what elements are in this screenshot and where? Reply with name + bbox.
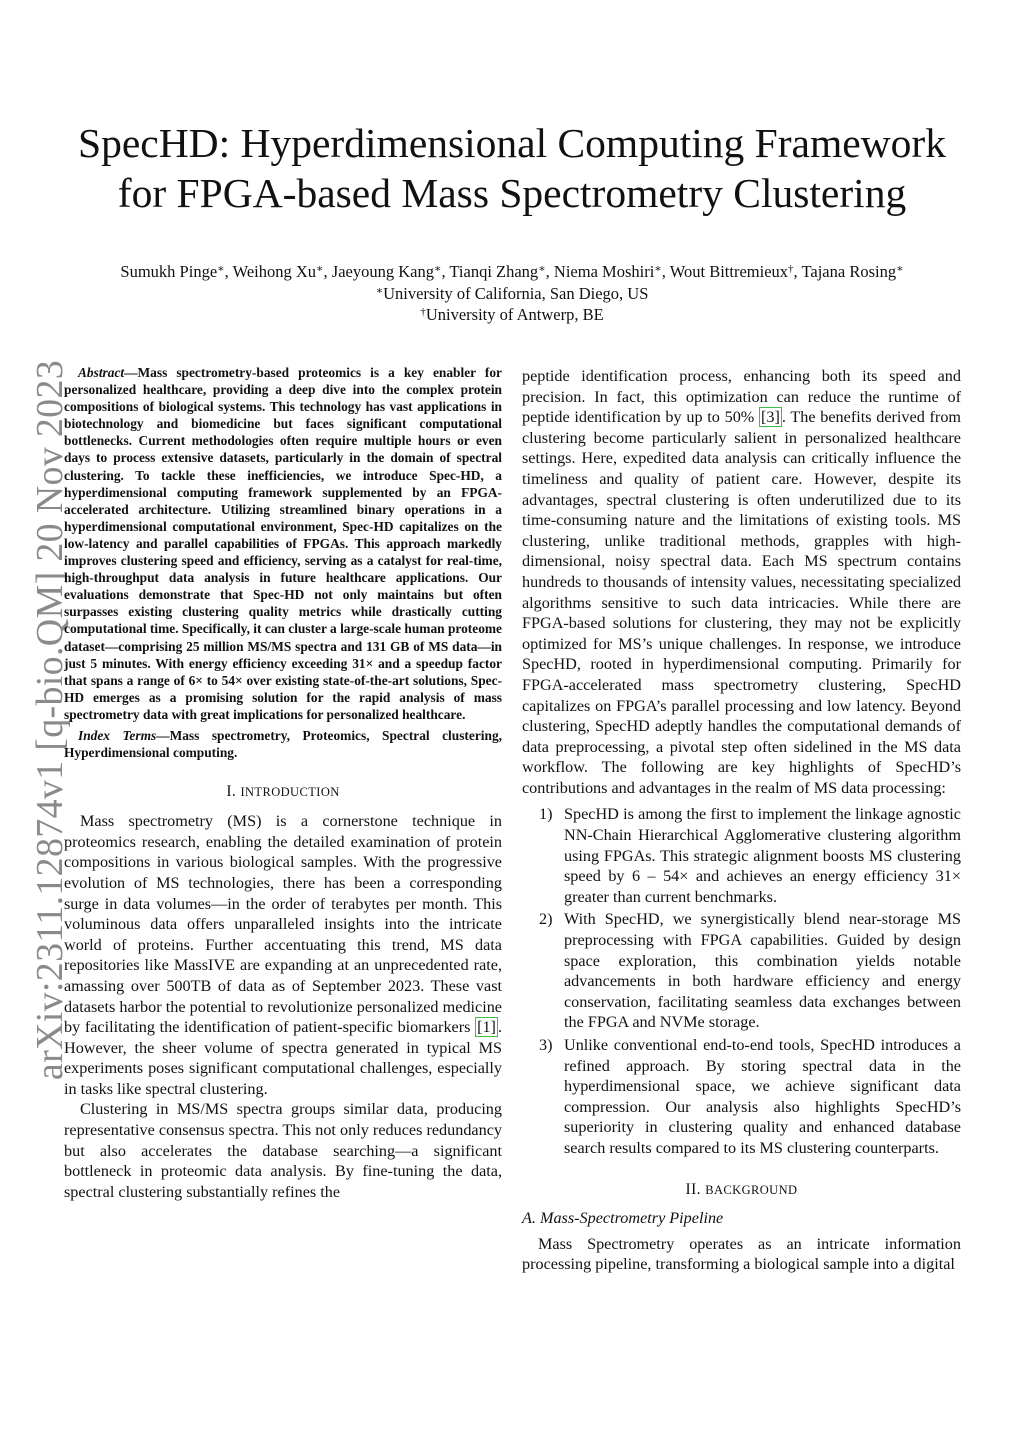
- right-column: [522, 366, 961, 1275]
- citation-link[interactable]: [3]: [761, 408, 780, 427]
- abstract: Abstract—Mass spectrometry-based proteomics is a key enabler for personalized healthcare, providing a deep dive into the complex protein compositions of biological systems. This technology has vast applications in biotechnology and biomedicine but faces significant computational bottlenecks. Current methodologies often require multiple hours or even days to process extensive datasets, particularly in the domain of spectral clustering. To tackle these inefficiencies, we introduce Spec-HD, a hyperdimensional computing framework supplemented by an FPGA-accelerated architecture. Utilizing streamlined binary operations in a hyperdimensional computational environment, Spec-HD capitalizes on the low-latency and parallel capabilities of FPGAs. This approach markedly improves clustering speed and efficiency, serving as a catalyst for real-time, high-throughput data analysis in future healthcare applications. Our evaluations demonstrate that Spec-HD not only maintains but often surpasses existing clustering quality metrics while drastically cutting computational time. Specifically, it can cluster a large-scale human proteome dataset—comprising 25 million MS/MS spectra and 131 GB of MS data—in just 5 minutes. With energy efficiency exceeding 31× and a speedup factor that spans a range of 6× to 54× over existing state-of-the-art solutions, Spec-HD emerges as a promising solution for the rapid analysis of mass spectrometry data with great implications for personalized healthcare.: [64, 365, 502, 722]
- section-heading-background: II. BACKGROUND: [685, 1180, 798, 1198]
- author: Jaeyoung Kang∗,: [331, 262, 450, 281]
- title-line-2: for FPGA-based Mass Spectrometry Clustering: [117, 170, 907, 216]
- author: Weihong Xu∗,: [232, 262, 332, 281]
- paper-title: [40, 118, 984, 218]
- subsection-heading: A. Mass-Spectrometry Pipeline: [522, 1208, 724, 1227]
- index-terms: Index Terms—Mass spectrometry, Proteomics, Spectral clustering, Hyperdimensional computing.: [64, 727, 502, 761]
- contribution-list: [522, 804, 961, 1158]
- author: Sumukh Pinge∗,: [120, 262, 233, 281]
- affiliation-ucsd: ∗University of California, San Diego, US: [375, 284, 649, 303]
- intro-paragraph-1: Mass spectrometry (MS) is a cornerstone technique in proteomics research, enabling the detailed examination of protein compositions in various biological samples. With the progressive evolution of MS technologies, there has been a corresponding surge in data volumes—in the order of terabytes per month. This voluminous data offers unparalleled insights into the intricate world of proteins. Further accentuating this trend, MS data repositories like MassIVE are expanding at an unprecedented rate, amassing over 500TB of data as of September 2023. These vast datasets harbor the potential to revolutionize personalized medicine by facilitating the identification of patient-specific biomarkers [1] . However, the sheer volume of spectra generated in typical MS experiments poses significant computational challenges, especially in tasks like spectral clustering.: [64, 812, 502, 1098]
- author: Niema Moshiri∗,: [553, 262, 670, 281]
- arxiv-identifier: arXiv:2311.12874v1 [q-bio.QM] 20 Nov 2023: [29, 359, 71, 1081]
- intro-paragraph-2: Clustering in MS/MS spectra groups similar data, producing representative consensus spectra. This not only reduces redundancy but also accelerates the database searching—a significant bottleneck in proteomic data analysis. By fine-tuning the data, spectral clustering substantially refines the: [64, 1100, 502, 1201]
- title-line-1: SpecHD: Hyperdimensional Computing Framework: [78, 120, 946, 166]
- section-heading-introduction: I. INTRODUCTION: [226, 783, 340, 801]
- author-list: [40, 261, 984, 282]
- intro-paragraph-3: peptide identification process, enhancing both its speed and precision. In fact, this optimization can reduce the runtime of peptide identification by up to 50% [3] . The benefits derived from clustering become particularly salient in personalized healthcare settings. Here, expedited data analysis can critically influence the timeliness and quality of patient care. However, despite its advantages, spectral clustering is often underutilized due to its time-consuming nature and the limitations of existing tools. MS clustering, unlike traditional methods, grapples with high-dimensional, noisy spectral data. Each MS spectrum contains hundreds to thousands of intensity values, necessitating specialized algorithms sensitive to such data intricacies. While there are FPGA-based solutions for clustering, they may not be explicitly optimized for MS’s unique challenges. In response, we introduce SpecHD, rooted in hyperdimensional computing. Primarily for FPGA-accelerated mass spectrometry clustering, SpecHD capitalizes on FPGA’s parallel processing and low latency. Beyond clustering, SpecHD adeptly handles the computational demands of data preprocessing, a pivotal step often sidelined in the MS data workflow. The following are key highlights of SpecHD’s contributions and advantages in the realm of MS data processing:: [522, 367, 962, 797]
- author: Tianqi Zhang∗,: [449, 262, 554, 281]
- list-item: 2) With SpecHD, we synergistically blend near-storage MS preprocessing with FPGA capabilities. Guided by design space exploration, this combination yields notable advancements in both hardware efficiency and energy conservation, facilitating seamless data exchanges between the FPGA and NVMe storage.: [539, 910, 961, 1032]
- list-item: 3) Unlike conventional end-to-end tools, SpecHD introduces a refined approach. By storing spectral data in the hyperdimensional space, we achieve significant data compression. Our analysis also highlights SpecHD’s superiority in clustering quality and enhanced database search results compared to its MS clustering counterparts.: [539, 1036, 961, 1157]
- author: Tajana Rosing∗: [801, 262, 904, 281]
- citation-link[interactable]: [1]: [477, 1018, 496, 1037]
- list-item: 1) SpecHD is among the first to implement the linkage agnostic NN-Chain Hierarchical Agglomerative clustering algorithm using FPGAs. This strategic alignment boosts MS clustering speed by 6 – 54× and achieves an energy efficiency 31× greater than current benchmarks.: [539, 805, 961, 906]
- left-column: [64, 364, 502, 1202]
- author: Wout Bittremieux†,: [669, 262, 802, 281]
- background-paragraph-1: Mass Spectrometry operates as an intricate information processing pipeline, transforming a biological sample into a digital: [522, 1234, 961, 1274]
- affiliation-antwerp: †University of Antwerp, BE: [420, 305, 604, 324]
